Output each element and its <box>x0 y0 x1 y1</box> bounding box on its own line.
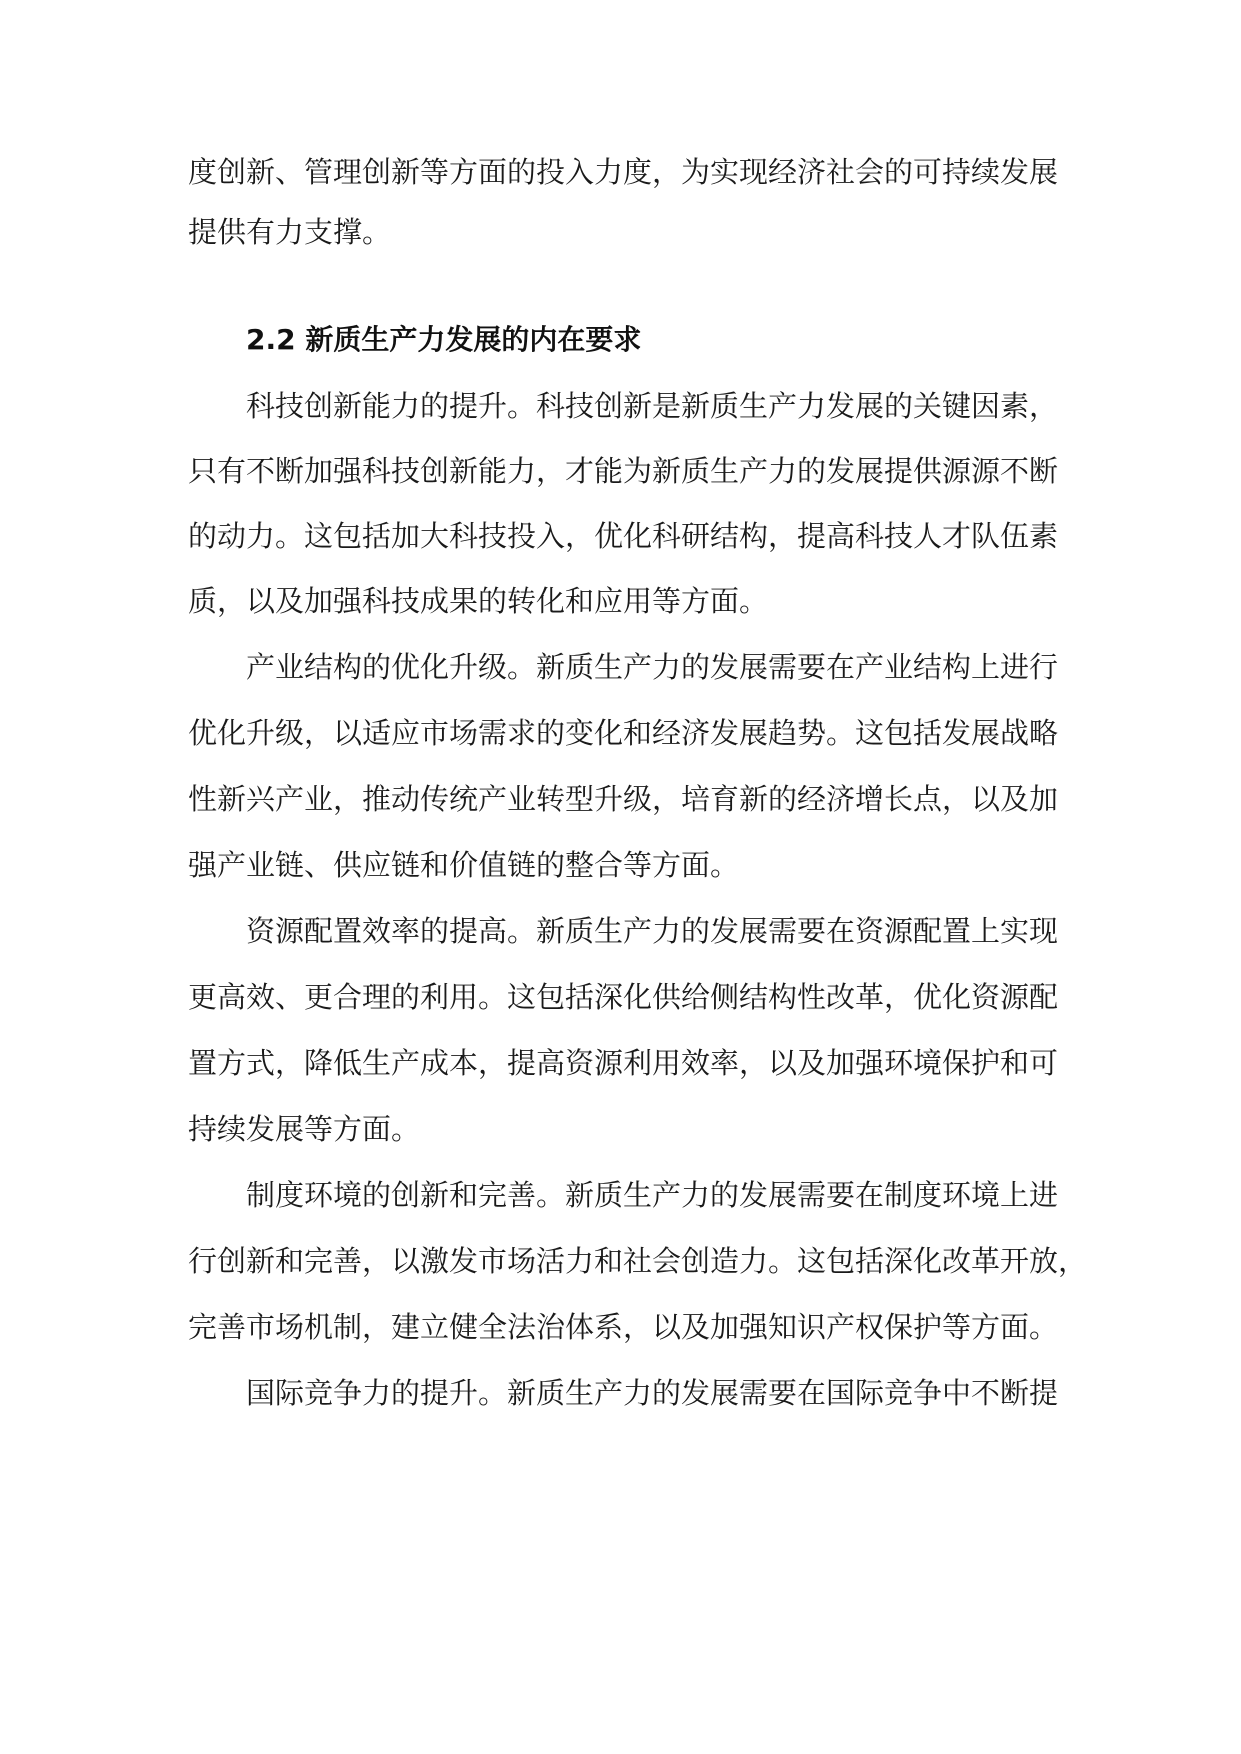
paragraph-line: 制度环境的创新和完善。新质生产力的发展需要在制度环境上进 <box>246 1178 1059 1212</box>
paragraph-line: 持续发展等方面。 <box>188 1112 421 1146</box>
heading-spacer <box>188 262 1054 316</box>
paragraph-line: 产业结构的优化升级。新质生产力的发展需要在产业结构上进行 <box>246 650 1059 684</box>
intro-line-1: 度创新、管理创新等方面的投入力度，为实现经济社会的可持续发展 <box>188 155 1059 189</box>
paragraph-international-competitiveness <box>188 1360 1059 1426</box>
document-body <box>188 142 1088 1426</box>
paragraph-line: 行创新和完善，以激发市场活力和社会创造力。这包括深化改革开放， <box>188 1244 1088 1278</box>
paragraph-tech-innovation <box>188 374 1059 634</box>
paragraph-line: 的动力。这包括加大科技投入，优化科研结构，提高科技人才队伍素 <box>188 519 1059 553</box>
paragraph-line: 国际竞争力的提升。新质生产力的发展需要在国际竞争中不断提 <box>246 1376 1059 1410</box>
paragraph-line: 资源配置效率的提高。新质生产力的发展需要在资源配置上实现 <box>246 914 1059 948</box>
paragraph-line: 完善市场机制，建立健全法治体系，以及加强知识产权保护等方面。 <box>188 1310 1059 1344</box>
paragraph-line: 更高效、更合理的利用。这包括深化供给侧结构性改革，优化资源配 <box>188 980 1059 1014</box>
paragraph-line: 科技创新能力的提升。科技创新是新质生产力发展的关键因素， <box>246 389 1059 423</box>
paragraph-line: 置方式，降低生产成本，提高资源利用效率，以及加强环境保护和可 <box>188 1046 1059 1080</box>
paragraph-line: 只有不断加强科技创新能力，才能为新质生产力的发展提供源源不断 <box>188 454 1059 488</box>
intro-paragraph <box>188 142 1059 262</box>
paragraph-institutional-environment <box>188 1162 1088 1360</box>
paragraph-line: 质，以及加强科技成果的转化和应用等方面。 <box>188 584 769 618</box>
intro-line-2: 提供有力支撑。 <box>188 215 392 249</box>
paragraph-resource-allocation <box>188 898 1059 1162</box>
paragraph-industrial-structure <box>188 634 1059 898</box>
paragraph-line: 强产业链、供应链和价值链的整合等方面。 <box>188 848 740 882</box>
paragraph-line: 性新兴产业，推动传统产业转型升级，培育新的经济增长点，以及加 <box>188 782 1059 816</box>
section-heading: 2.2 新质生产力发展的内在要求 <box>246 323 642 356</box>
paragraph-line: 优化升级，以适应市场需求的变化和经济发展趋势。这包括发展战略 <box>188 716 1059 750</box>
